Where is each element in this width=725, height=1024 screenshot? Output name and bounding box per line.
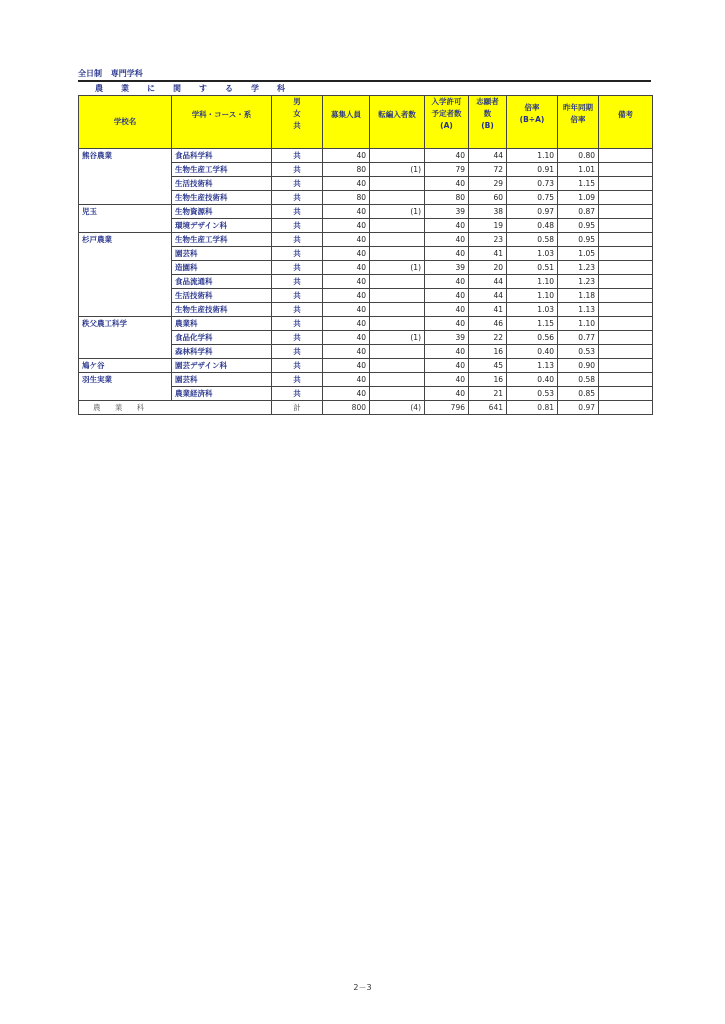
school-name [79, 275, 172, 289]
transfer-cell [370, 275, 425, 289]
ratio-cell: 1.03 [507, 303, 558, 317]
table-header [79, 96, 653, 149]
applicants-cell: 23 [469, 233, 507, 247]
table-row [79, 191, 653, 205]
transfer-cell [370, 303, 425, 317]
transfer-cell [370, 247, 425, 261]
col-capacity [323, 96, 370, 149]
transfer-cell [370, 387, 425, 401]
applicants-cell: 22 [469, 331, 507, 345]
applicants-cell: 16 [469, 373, 507, 387]
capacity-cell: 40 [323, 149, 370, 163]
sex-cell: 共 [272, 261, 323, 275]
sex-cell: 共 [272, 387, 323, 401]
ratio-cell: 0.75 [507, 191, 558, 205]
col-school: 学校名 [79, 96, 172, 149]
applicants-cell: 72 [469, 163, 507, 177]
table-row [79, 345, 653, 359]
section-title-char: す [199, 84, 207, 93]
ratio-cell: 0.48 [507, 219, 558, 233]
capacity-cell: 40 [323, 219, 370, 233]
course-name: 生物生産工学科 [172, 163, 272, 177]
total-sex: 計 [272, 401, 323, 415]
header-line: 学科・コース・系 [191, 110, 252, 119]
capacity-cell: 80 [323, 163, 370, 177]
school-name [79, 303, 172, 317]
total-planned: 796 [425, 401, 469, 415]
header-line: 共 [293, 121, 301, 130]
header-line: 昨年同期 [563, 103, 593, 112]
sex-cell: 共 [272, 345, 323, 359]
ratio-cell: 0.97 [507, 205, 558, 219]
ratio-cell: 0.56 [507, 331, 558, 345]
table-row [79, 233, 653, 247]
ratio-cell: 1.03 [507, 247, 558, 261]
header-line: (A) [440, 121, 453, 130]
planned-cell: 39 [425, 205, 469, 219]
school-name: 熊谷農業 [79, 149, 172, 163]
table-row [79, 219, 653, 233]
course-name: 生活技術科 [172, 289, 272, 303]
planned-cell: 40 [425, 275, 469, 289]
total-notes [599, 401, 653, 415]
header-line: 志願者 [476, 97, 499, 106]
planned-cell: 40 [425, 345, 469, 359]
section-title-char: 関 [173, 84, 181, 93]
notes-cell [599, 219, 653, 233]
planned-cell: 39 [425, 261, 469, 275]
notes-cell [599, 149, 653, 163]
capacity-cell: 40 [323, 359, 370, 373]
section-title [78, 82, 651, 94]
planned-cell: 40 [425, 303, 469, 317]
prev-ratio-cell: 0.90 [558, 359, 599, 373]
planned-cell: 40 [425, 317, 469, 331]
notes-cell [599, 261, 653, 275]
school-name [79, 191, 172, 205]
transfer-cell: (1) [370, 331, 425, 345]
course-name: 食品流通科 [172, 275, 272, 289]
prev-ratio-cell: 1.09 [558, 191, 599, 205]
notes-cell [599, 177, 653, 191]
sex-cell: 共 [272, 233, 323, 247]
notes-cell [599, 359, 653, 373]
ratio-cell: 1.10 [507, 149, 558, 163]
sex-cell: 共 [272, 331, 323, 345]
planned-cell: 39 [425, 331, 469, 345]
school-name [79, 387, 172, 401]
capacity-cell: 40 [323, 275, 370, 289]
capacity-cell: 40 [323, 373, 370, 387]
sex-cell: 共 [272, 177, 323, 191]
capacity-cell: 80 [323, 191, 370, 205]
total-prev-ratio: 0.97 [558, 401, 599, 415]
transfer-cell [370, 233, 425, 247]
header-line: 倍率 [570, 115, 586, 124]
sex-cell: 共 [272, 163, 323, 177]
school-name: 杉戸農業 [79, 233, 172, 247]
table-row [79, 303, 653, 317]
sex-cell: 共 [272, 303, 323, 317]
capacity-cell: 40 [323, 177, 370, 191]
ratio-cell: 0.91 [507, 163, 558, 177]
prev-ratio-cell: 0.77 [558, 331, 599, 345]
applicants-cell: 44 [469, 275, 507, 289]
ratio-cell: 1.10 [507, 289, 558, 303]
transfer-cell [370, 219, 425, 233]
applicants-cell: 16 [469, 345, 507, 359]
sex-cell: 共 [272, 247, 323, 261]
planned-cell: 40 [425, 219, 469, 233]
table-body [79, 149, 653, 415]
col-planned [425, 96, 469, 149]
transfer-cell [370, 317, 425, 331]
table-row [79, 247, 653, 261]
applicants-cell: 19 [469, 219, 507, 233]
sex-cell: 共 [272, 205, 323, 219]
prev-ratio-cell: 0.87 [558, 205, 599, 219]
notes-cell [599, 373, 653, 387]
capacity-cell: 40 [323, 317, 370, 331]
school-name [79, 219, 172, 233]
prev-ratio-cell: 1.01 [558, 163, 599, 177]
prev-ratio-cell: 0.95 [558, 233, 599, 247]
col-prev-ratio [558, 96, 599, 149]
applicants-cell: 46 [469, 317, 507, 331]
section-title-char: 農 [95, 84, 103, 93]
col-transfer [370, 96, 425, 149]
header-line: 予定者数 [431, 109, 462, 118]
transfer-cell [370, 289, 425, 303]
table-row [79, 275, 653, 289]
capacity-cell: 40 [323, 233, 370, 247]
transfer-cell: (1) [370, 261, 425, 275]
transfer-cell [370, 359, 425, 373]
notes-cell [599, 317, 653, 331]
capacity-cell: 40 [323, 387, 370, 401]
prev-ratio-cell: 0.53 [558, 345, 599, 359]
notes-cell [599, 247, 653, 261]
course-name: 環境デザイン科 [172, 219, 272, 233]
capacity-cell: 40 [323, 289, 370, 303]
capacity-cell: 40 [323, 205, 370, 219]
applicants-cell: 44 [469, 289, 507, 303]
course-name: 森林科学科 [172, 345, 272, 359]
planned-cell: 80 [425, 191, 469, 205]
transfer-cell [370, 149, 425, 163]
course-name: 生活技術科 [172, 177, 272, 191]
notes-cell [599, 275, 653, 289]
prev-ratio-cell: 0.85 [558, 387, 599, 401]
prev-ratio-cell: 0.58 [558, 373, 599, 387]
transfer-cell [370, 373, 425, 387]
ratio-cell: 0.73 [507, 177, 558, 191]
notes-cell [599, 289, 653, 303]
notes-cell [599, 345, 653, 359]
prev-ratio-cell: 1.23 [558, 275, 599, 289]
planned-cell: 40 [425, 149, 469, 163]
course-name: 食品化学科 [172, 331, 272, 345]
header-line: 女 [293, 109, 301, 118]
capacity-cell: 40 [323, 261, 370, 275]
planned-cell: 40 [425, 177, 469, 191]
ratio-cell: 0.40 [507, 373, 558, 387]
table-row [79, 359, 653, 373]
table-row [79, 149, 653, 163]
notes-cell [599, 191, 653, 205]
table-row [79, 261, 653, 275]
sex-cell: 共 [272, 275, 323, 289]
admissions-table [78, 95, 653, 415]
total-transfer: (4) [370, 401, 425, 415]
transfer-cell [370, 345, 425, 359]
ratio-cell: 0.53 [507, 387, 558, 401]
table-row [79, 387, 653, 401]
prev-ratio-cell: 1.18 [558, 289, 599, 303]
notes-cell [599, 205, 653, 219]
notes-cell [599, 233, 653, 247]
course-name: 生物生産技術科 [172, 191, 272, 205]
sex-cell: 共 [272, 219, 323, 233]
col-sex [272, 96, 323, 149]
applicants-cell: 29 [469, 177, 507, 191]
course-name: 園芸科 [172, 373, 272, 387]
table-row [79, 205, 653, 219]
total-ratio: 0.81 [507, 401, 558, 415]
total-capacity: 800 [323, 401, 370, 415]
prev-ratio-cell: 0.80 [558, 149, 599, 163]
ratio-cell: 0.51 [507, 261, 558, 275]
school-name [79, 247, 172, 261]
applicants-cell: 45 [469, 359, 507, 373]
table-row [79, 163, 653, 177]
course-name: 生物資源科 [172, 205, 272, 219]
ratio-cell: 0.40 [507, 345, 558, 359]
capacity-cell: 40 [323, 303, 370, 317]
header-line: (B÷A) [519, 115, 545, 124]
ratio-cell: 1.13 [507, 359, 558, 373]
col-applicants [469, 96, 507, 149]
col-course [172, 96, 272, 149]
sex-cell: 共 [272, 289, 323, 303]
course-name: 園芸デザイン科 [172, 359, 272, 373]
notes-cell [599, 331, 653, 345]
planned-cell: 40 [425, 233, 469, 247]
course-name: 造園科 [172, 261, 272, 275]
prev-ratio-cell: 1.05 [558, 247, 599, 261]
applicants-cell: 20 [469, 261, 507, 275]
school-name [79, 177, 172, 191]
header-line: 備考 [618, 110, 633, 119]
section-title-char: 科 [277, 84, 285, 93]
course-name: 園芸科 [172, 247, 272, 261]
header-mode: 全日制 [78, 69, 102, 78]
applicants-cell: 60 [469, 191, 507, 205]
course-name: 食品科学科 [172, 149, 272, 163]
header-line: 数 [483, 109, 492, 118]
sex-cell: 共 [272, 317, 323, 331]
applicants-cell: 41 [469, 303, 507, 317]
course-name: 農業経済科 [172, 387, 272, 401]
header-line: 入学許可 [431, 97, 462, 106]
school-name [79, 345, 172, 359]
school-name [79, 289, 172, 303]
applicants-cell: 44 [469, 149, 507, 163]
prev-ratio-cell: 1.15 [558, 177, 599, 191]
planned-cell: 40 [425, 387, 469, 401]
planned-cell: 79 [425, 163, 469, 177]
capacity-cell: 40 [323, 345, 370, 359]
section-title-char: に [147, 84, 155, 93]
school-name [79, 261, 172, 275]
notes-cell [599, 303, 653, 317]
planned-cell: 40 [425, 289, 469, 303]
header-line: 男 [293, 97, 301, 106]
applicants-cell: 21 [469, 387, 507, 401]
total-label: 農 業 科 [79, 401, 272, 415]
ratio-cell: 0.58 [507, 233, 558, 247]
sex-cell: 共 [272, 191, 323, 205]
header-type: 専門学科 [110, 69, 143, 78]
page-number: 2－3 [353, 983, 372, 992]
school-name: 児玉 [79, 205, 172, 219]
header-line: 転編入者数 [378, 110, 416, 119]
transfer-cell [370, 177, 425, 191]
planned-cell: 40 [425, 247, 469, 261]
table-row [79, 177, 653, 191]
transfer-cell [370, 191, 425, 205]
school-name: 鳩ケ谷 [79, 359, 172, 373]
course-name: 生物生産技術科 [172, 303, 272, 317]
prev-ratio-cell: 1.10 [558, 317, 599, 331]
col-notes [599, 96, 653, 149]
table-row [79, 373, 653, 387]
notes-cell [599, 387, 653, 401]
school-name [79, 331, 172, 345]
ratio-cell: 1.15 [507, 317, 558, 331]
section-title-char: る [225, 84, 233, 93]
capacity-cell: 40 [323, 247, 370, 261]
school-name [79, 163, 172, 177]
school-name: 羽生実業 [79, 373, 172, 387]
course-name: 農業科 [172, 317, 272, 331]
applicants-cell: 41 [469, 247, 507, 261]
table-row [79, 331, 653, 345]
course-name: 生物生産工学科 [172, 233, 272, 247]
col-ratio [507, 96, 558, 149]
ratio-cell: 1.10 [507, 275, 558, 289]
notes-cell [599, 163, 653, 177]
applicants-cell: 38 [469, 205, 507, 219]
sex-cell: 共 [272, 359, 323, 373]
planned-cell: 40 [425, 373, 469, 387]
total-applicants: 641 [469, 401, 507, 415]
header-line: 募集人員 [331, 110, 361, 119]
sex-cell: 共 [272, 149, 323, 163]
table-row [79, 317, 653, 331]
header-line: (B) [481, 121, 494, 130]
prev-ratio-cell: 0.95 [558, 219, 599, 233]
total-row [79, 401, 653, 415]
prev-ratio-cell: 1.23 [558, 261, 599, 275]
capacity-cell: 40 [323, 331, 370, 345]
transfer-cell: (1) [370, 205, 425, 219]
section-title-char: 学 [251, 84, 259, 93]
planned-cell: 40 [425, 359, 469, 373]
table-row [79, 289, 653, 303]
sex-cell: 共 [272, 373, 323, 387]
transfer-cell: (1) [370, 163, 425, 177]
prev-ratio-cell: 1.13 [558, 303, 599, 317]
section-title-char: 業 [121, 84, 129, 93]
header-line: 倍率 [524, 103, 540, 112]
school-name: 秩父農工科学 [79, 317, 172, 331]
